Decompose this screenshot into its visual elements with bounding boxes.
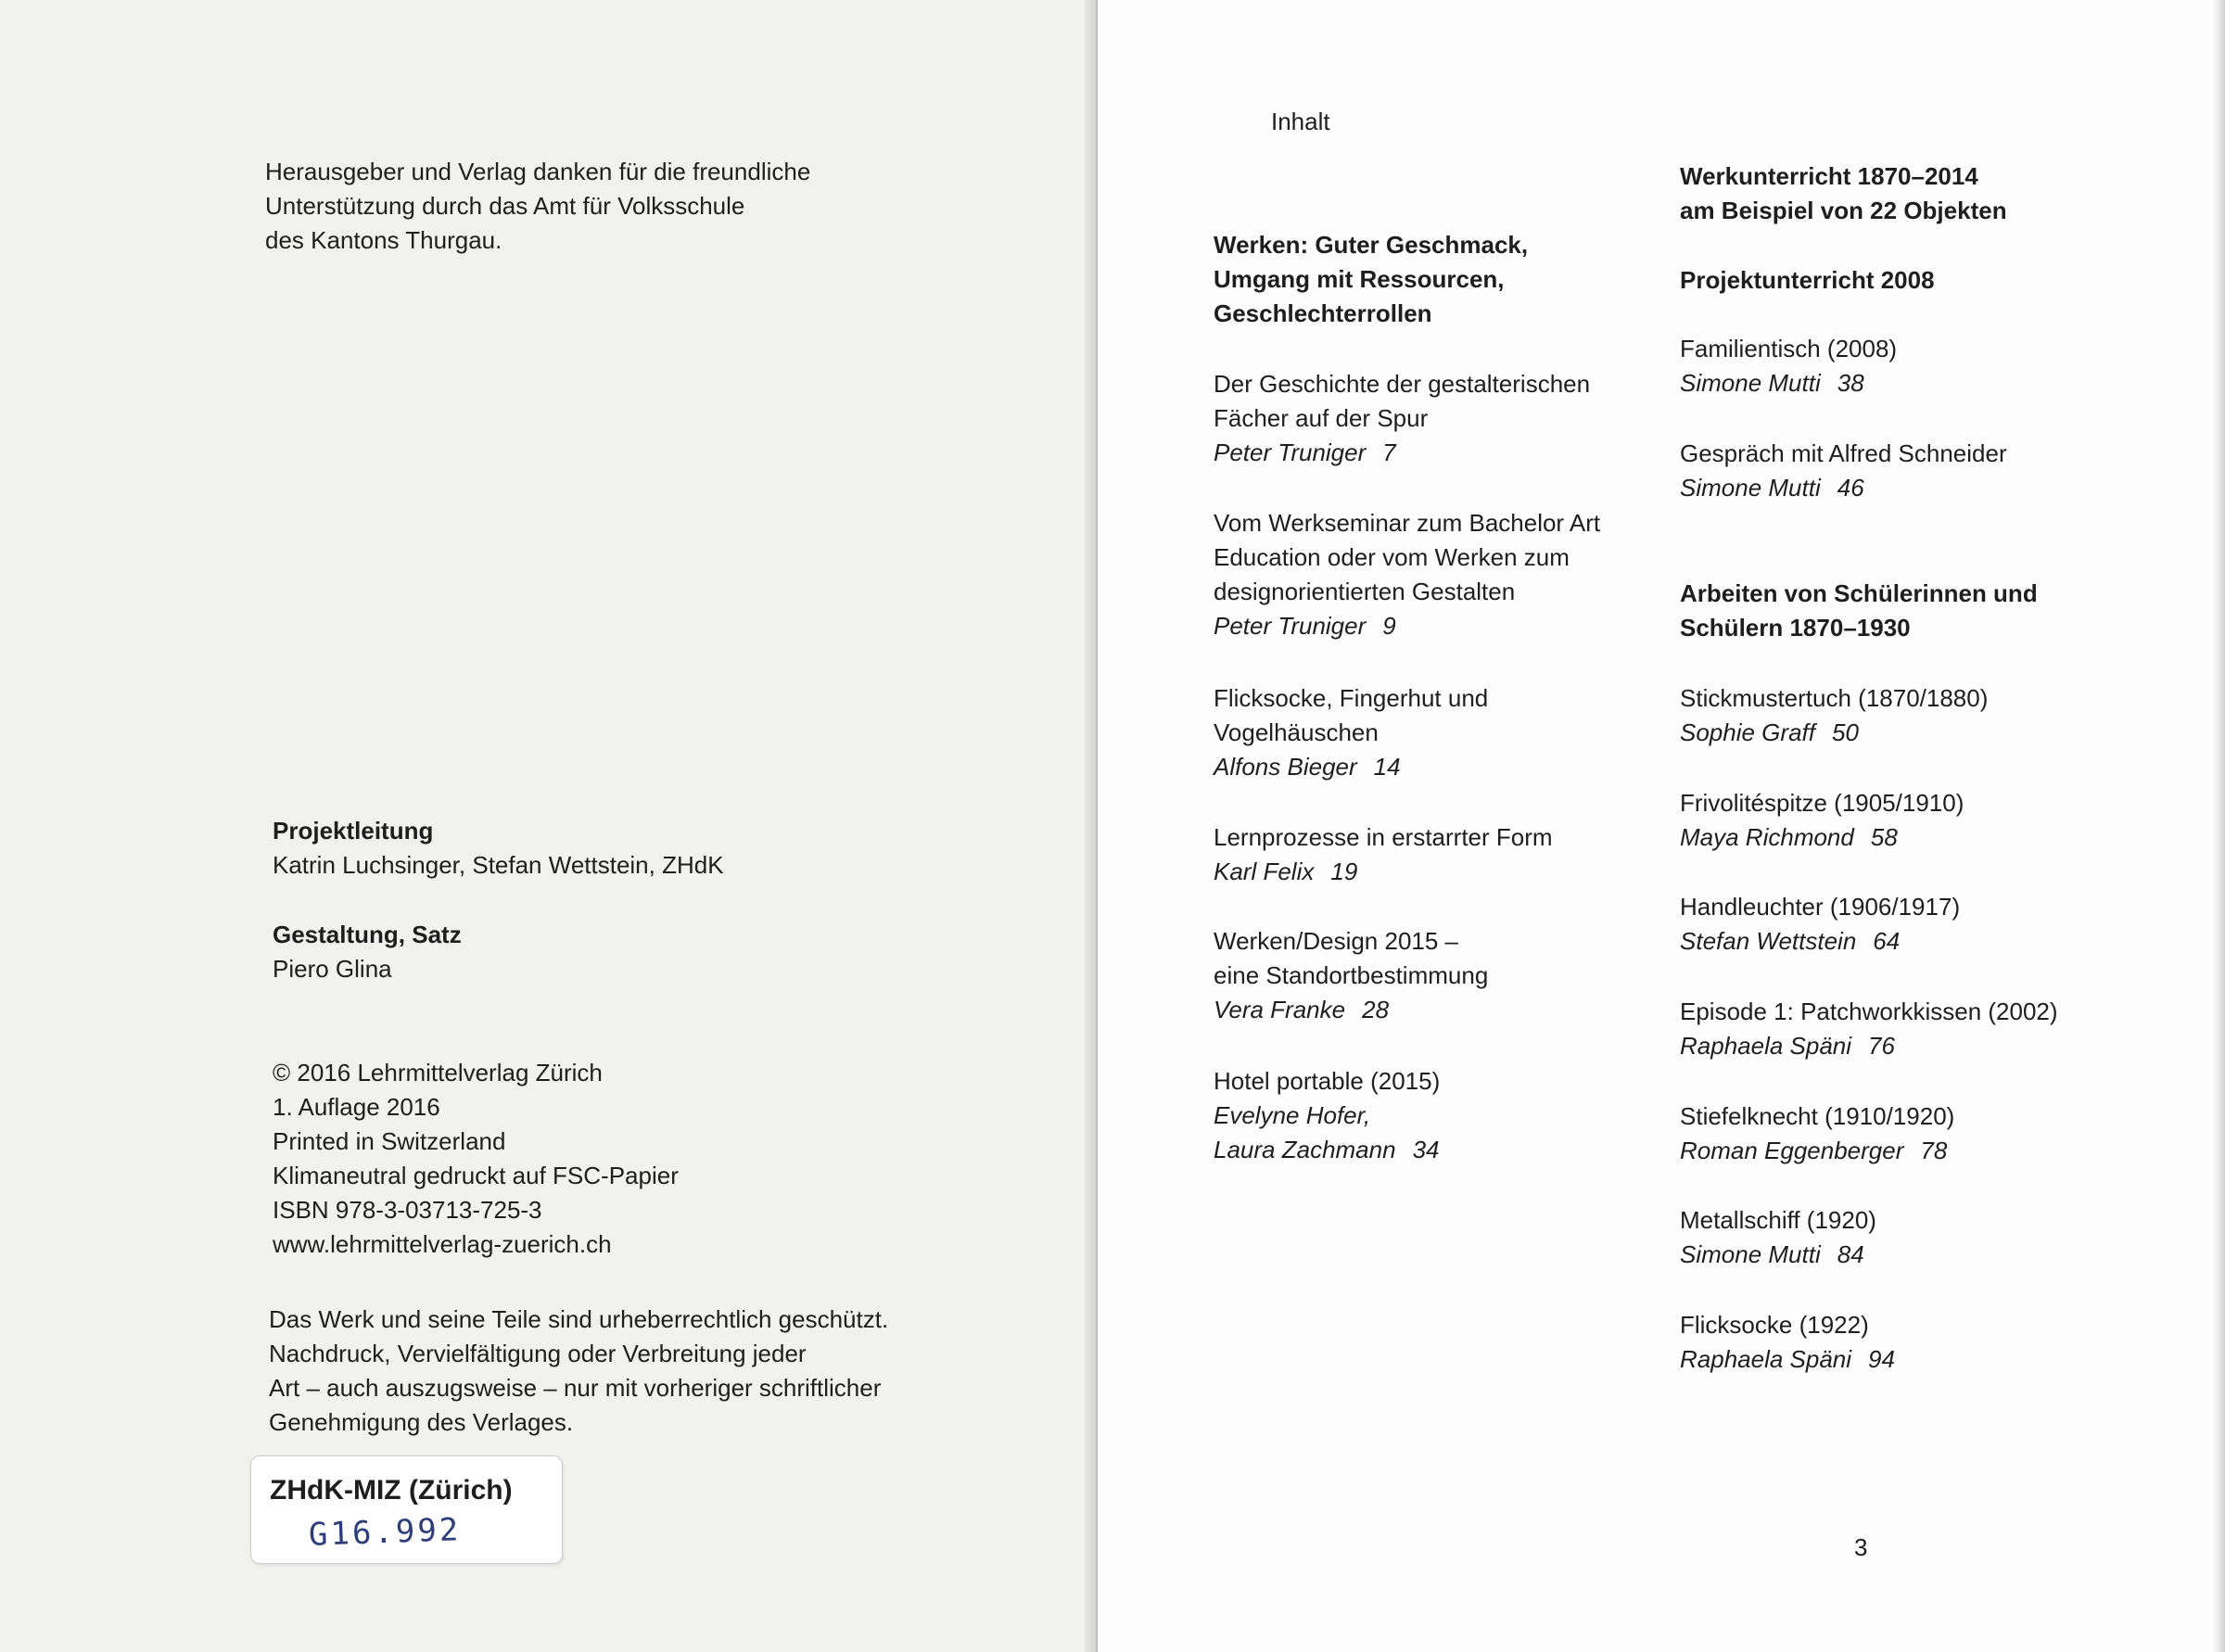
subsection-title-line: Schülern 1870–1930	[1680, 614, 1911, 642]
toc-entry	[1214, 506, 1600, 643]
project-lead	[273, 814, 724, 883]
toc-entry-title: Episode 1: Patchworkkissen (2002)	[1680, 998, 2058, 1025]
toc-heading-text: Inhalt	[1271, 108, 1330, 135]
copyright-line: Genehmigung des Verlages.	[269, 1408, 574, 1436]
toc-entry-title: Lernprozesse in erstarrter Form	[1214, 823, 1553, 851]
toc-entry-title: Werken/Design 2015 –	[1214, 927, 1459, 955]
section-title-line: Werken: Guter Geschmack,	[1214, 231, 1529, 259]
imprint-line: www.lehrmittelverlag-zuerich.ch	[273, 1230, 612, 1258]
toc-entry-page: 14	[1373, 753, 1401, 781]
design-credit	[273, 918, 462, 986]
toc-subsection-title	[1680, 577, 2038, 645]
library-stamp	[250, 1455, 563, 1564]
toc-entry-title: Hotel portable (2015)	[1214, 1067, 1441, 1095]
toc-entry-page: 28	[1362, 996, 1390, 1023]
copyright-line: Nachdruck, Vervielfältigung oder Verbreitung jeder	[269, 1340, 807, 1367]
toc-entry-title: Vom Werkseminar zum Bachelor Art	[1214, 509, 1601, 537]
subsection-title-line: Arbeiten von Schülerinnen und	[1680, 579, 2038, 607]
toc-entry-page: 94	[1868, 1345, 1895, 1373]
toc-entry-author: Peter Truniger	[1214, 612, 1367, 640]
project-lead-label: Projektleitung	[273, 817, 434, 845]
toc-entry-title: eine Standortbestimmung	[1214, 961, 1489, 989]
acknowledgement-line: des Kantons Thurgau.	[265, 226, 502, 254]
toc-entry-page: 58	[1870, 823, 1898, 851]
toc-entry-author: Vera Franke	[1214, 996, 1346, 1023]
toc-entry-title: Familientisch (2008)	[1680, 335, 1898, 362]
toc-entry	[1214, 924, 1488, 1027]
library-stamp-code: G16.992	[308, 1511, 462, 1554]
subsection-title-text: Projektunterricht 2008	[1680, 266, 1935, 294]
toc-entry-author: Roman Eggenberger	[1680, 1137, 1904, 1164]
toc-entry	[1680, 437, 2007, 505]
toc-entry-title: Metallschiff (1920)	[1680, 1206, 1876, 1234]
toc-subsection-title	[1680, 263, 1935, 298]
toc-col2-section-title	[1680, 159, 2007, 228]
project-lead-value: Katrin Luchsinger, Stefan Wettstein, ZHdK	[273, 851, 724, 879]
toc-entry	[1680, 1308, 1895, 1377]
toc-entry	[1680, 1099, 1954, 1168]
toc-entry-page: 76	[1868, 1032, 1895, 1060]
imprint-line: ISBN 978-3-03713-725-3	[273, 1196, 542, 1224]
toc-entry-page: 9	[1382, 612, 1396, 640]
toc-entry	[1680, 681, 1988, 750]
toc-entry-title: Flicksocke, Fingerhut und	[1214, 684, 1489, 712]
design-label: Gestaltung, Satz	[273, 921, 462, 948]
toc-heading	[1271, 105, 1330, 139]
acknowledgement-line: Unterstützung durch das Amt für Volksschule	[265, 192, 745, 220]
imprint	[273, 1056, 679, 1262]
toc-entry-page: 84	[1837, 1240, 1864, 1268]
toc-entry-title: Flicksocke (1922)	[1680, 1311, 1869, 1339]
imprint-line: 1. Auflage 2016	[273, 1093, 440, 1121]
imprint-line: Klimaneutral gedruckt auf FSC-Papier	[273, 1162, 679, 1189]
copyright-line: Art – auch auszugsweise – nur mit vorheriger schriftlicher	[269, 1374, 882, 1402]
toc-entry-author: Peter Truniger	[1214, 438, 1367, 466]
toc-entry-author: Alfons Bieger	[1214, 753, 1357, 781]
toc-entry-page: 34	[1412, 1136, 1440, 1163]
toc-entry-page: 38	[1837, 369, 1864, 397]
toc-entry-page: 64	[1873, 927, 1901, 955]
library-stamp-title: ZHdK-MIZ (Zürich)	[270, 1475, 513, 1506]
copyright-line: Das Werk und seine Teile sind urheberrechtlich geschützt.	[269, 1305, 889, 1333]
toc-entry-author: Maya Richmond	[1680, 823, 1854, 851]
toc-entry-author: Simone Mutti	[1680, 369, 1821, 397]
toc-entry-page: 50	[1831, 718, 1859, 746]
toc-entry-author: Raphaela Späni	[1680, 1345, 1852, 1373]
toc-entry-author: Evelyne Hofer,	[1214, 1101, 1371, 1129]
toc-entry-title: Stickmustertuch (1870/1880)	[1680, 684, 1989, 712]
toc-entry	[1214, 367, 1590, 470]
toc-entry-author: Raphaela Späni	[1680, 1032, 1852, 1060]
page-number: 3	[1854, 1533, 1868, 1561]
toc-entry-author: Simone Mutti	[1680, 1240, 1821, 1268]
section-title-line: am Beispiel von 22 Objekten	[1680, 197, 2007, 224]
copyright-notice	[269, 1303, 888, 1440]
toc-entry	[1214, 681, 1488, 784]
left-page	[0, 0, 1098, 1652]
toc-entry-title: Stiefelknecht (1910/1920)	[1680, 1102, 1955, 1130]
acknowledgement-line: Herausgeber und Verlag danken für die freundliche	[265, 158, 811, 185]
toc-entry-title: Frivolitéspitze (1905/1910)	[1680, 789, 1964, 817]
design-value: Piero Glina	[273, 955, 392, 983]
toc-entry-author: Stefan Wettstein	[1680, 927, 1857, 955]
toc-entry-page: 78	[1920, 1137, 1948, 1164]
toc-col1-section-title	[1214, 228, 1528, 331]
section-title-line: Werkunterricht 1870–2014	[1680, 162, 1978, 190]
imprint-line: Printed in Switzerland	[273, 1127, 506, 1155]
toc-entry-author: Laura Zachmann	[1214, 1136, 1396, 1163]
toc-entry-page: 46	[1837, 474, 1864, 502]
toc-entry	[1214, 820, 1553, 889]
toc-entry	[1680, 1203, 1876, 1272]
toc-entry-title: designorientierten Gestalten	[1214, 578, 1516, 605]
acknowledgement	[265, 155, 810, 258]
section-title-line: Umgang mit Ressourcen,	[1214, 265, 1505, 293]
toc-entry-title: Education oder vom Werken zum	[1214, 543, 1570, 571]
toc-entry-author: Simone Mutti	[1680, 474, 1821, 502]
toc-entry-page: 19	[1330, 858, 1358, 885]
page-edge	[2212, 0, 2225, 1652]
imprint-line: © 2016 Lehrmittelverlag Zürich	[273, 1059, 603, 1087]
toc-entry-title: Fächer auf der Spur	[1214, 404, 1429, 432]
toc-entry	[1680, 890, 1960, 959]
section-title-line: Geschlechterrollen	[1214, 299, 1432, 327]
toc-entry-title: Der Geschichte der gestalterischen	[1214, 370, 1591, 398]
toc-entry-author: Sophie Graff	[1680, 718, 1815, 746]
toc-entry-page: 7	[1382, 438, 1396, 466]
toc-entry-author: Karl Felix	[1214, 858, 1315, 885]
toc-entry-title: Handleuchter (1906/1917)	[1680, 893, 1961, 921]
toc-entry-title: Vogelhäuschen	[1214, 718, 1379, 746]
toc-entry	[1680, 332, 1897, 400]
toc-entry	[1680, 786, 1964, 855]
toc-entry-title: Gespräch mit Alfred Schneider	[1680, 439, 2007, 467]
toc-entry	[1214, 1064, 1440, 1167]
toc-entry	[1680, 995, 2058, 1063]
